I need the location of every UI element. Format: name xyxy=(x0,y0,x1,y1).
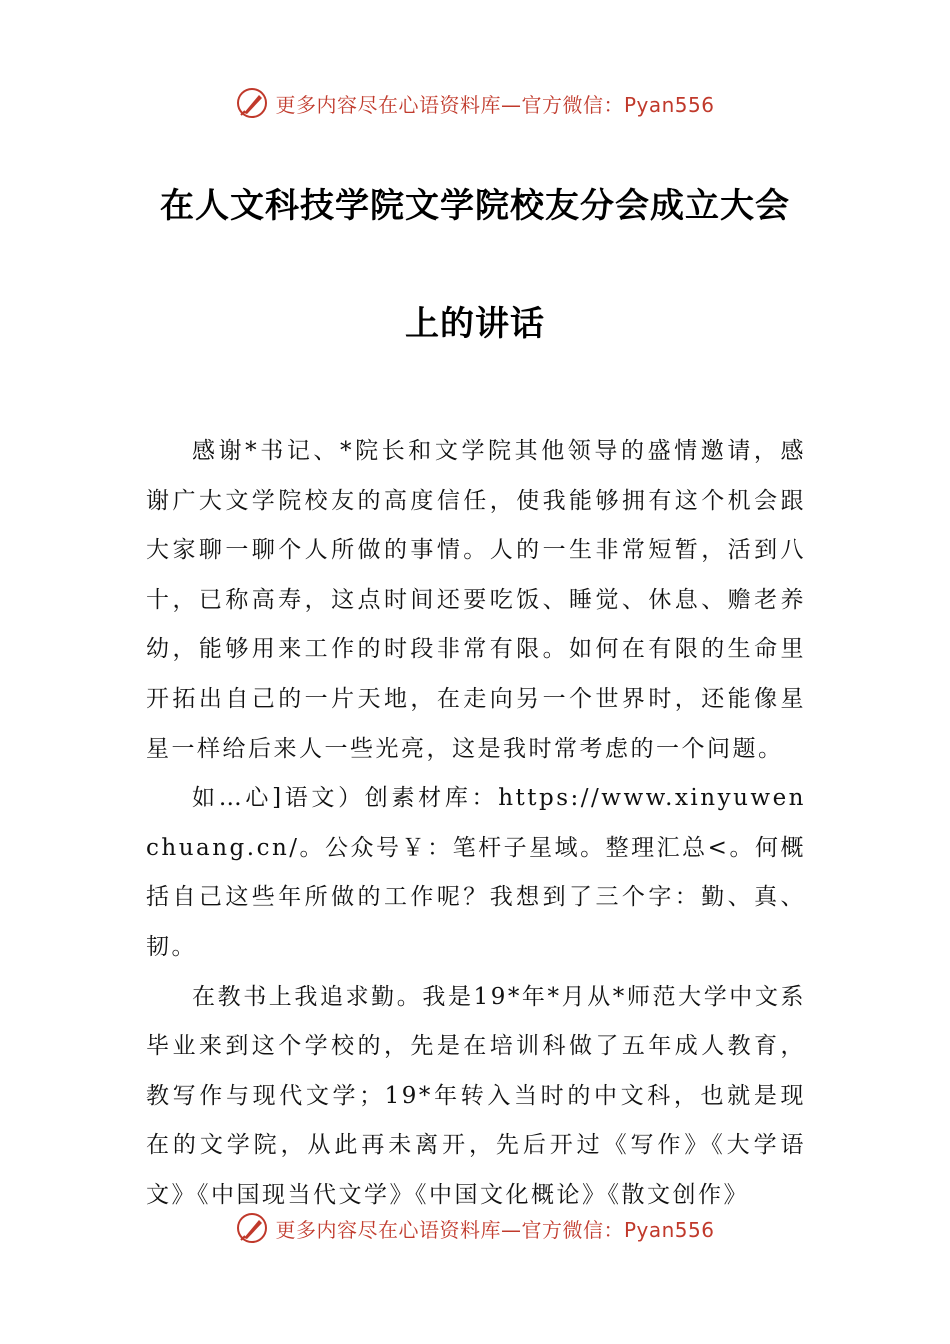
quill-pen-logo-icon xyxy=(235,1211,269,1245)
paragraph: 在教书上我追求勤。我是19*年*月从*师范大学中文系毕业来到这个学校的，先是在培训科做了五年成人教育，教写作与现代文学；19*年转入当时的中文科，也就是现在的文学院，从此再未离开，先后开过《写作》《大学语文》《中国现当代文学》《中国文化概论》《散文创作》 xyxy=(146,983,806,1208)
watermark-text: 更多内容尽在心语资料库—官方微信：Pyan556 xyxy=(275,92,715,117)
quill-pen-logo-icon xyxy=(235,86,269,120)
header-watermark-banner xyxy=(0,83,950,123)
document-title-line-1: 在人文科技学院文学院校友分会成立大会 xyxy=(160,186,790,226)
watermark-text: 更多内容尽在心语资料库—官方微信：Pyan556 xyxy=(275,1217,715,1242)
document-body xyxy=(146,427,806,1221)
document-title-line-2: 上的讲话 xyxy=(405,304,545,344)
footer-watermark-banner xyxy=(0,1208,950,1248)
paragraph: 如…心]语文）创素材库：https://www.xinyuwenchuang.cn/。公众号￥：笔杆子星域。整理汇总<。何概括自己这些年所做的工作呢？我想到了三个字：勤、真、韧。 xyxy=(146,785,806,960)
paragraph: 感谢*书记、*院长和文学院其他领导的盛情邀请，感谢广大文学院校友的高度信任，使我能够拥有这个机会跟大家聊一聊个人所做的事情。人的一生非常短暂，活到八十，已称高寿，这点时间还要吃饭、睡觉、休息、赡老养幼，能够用来工作的时段非常有限。如何在有限的生命里开拓出自己的一片天地，在走向另一个世界时，还能像星星一样给后来人一些光亮，这是我时常考虑的一个问题。 xyxy=(146,438,806,762)
